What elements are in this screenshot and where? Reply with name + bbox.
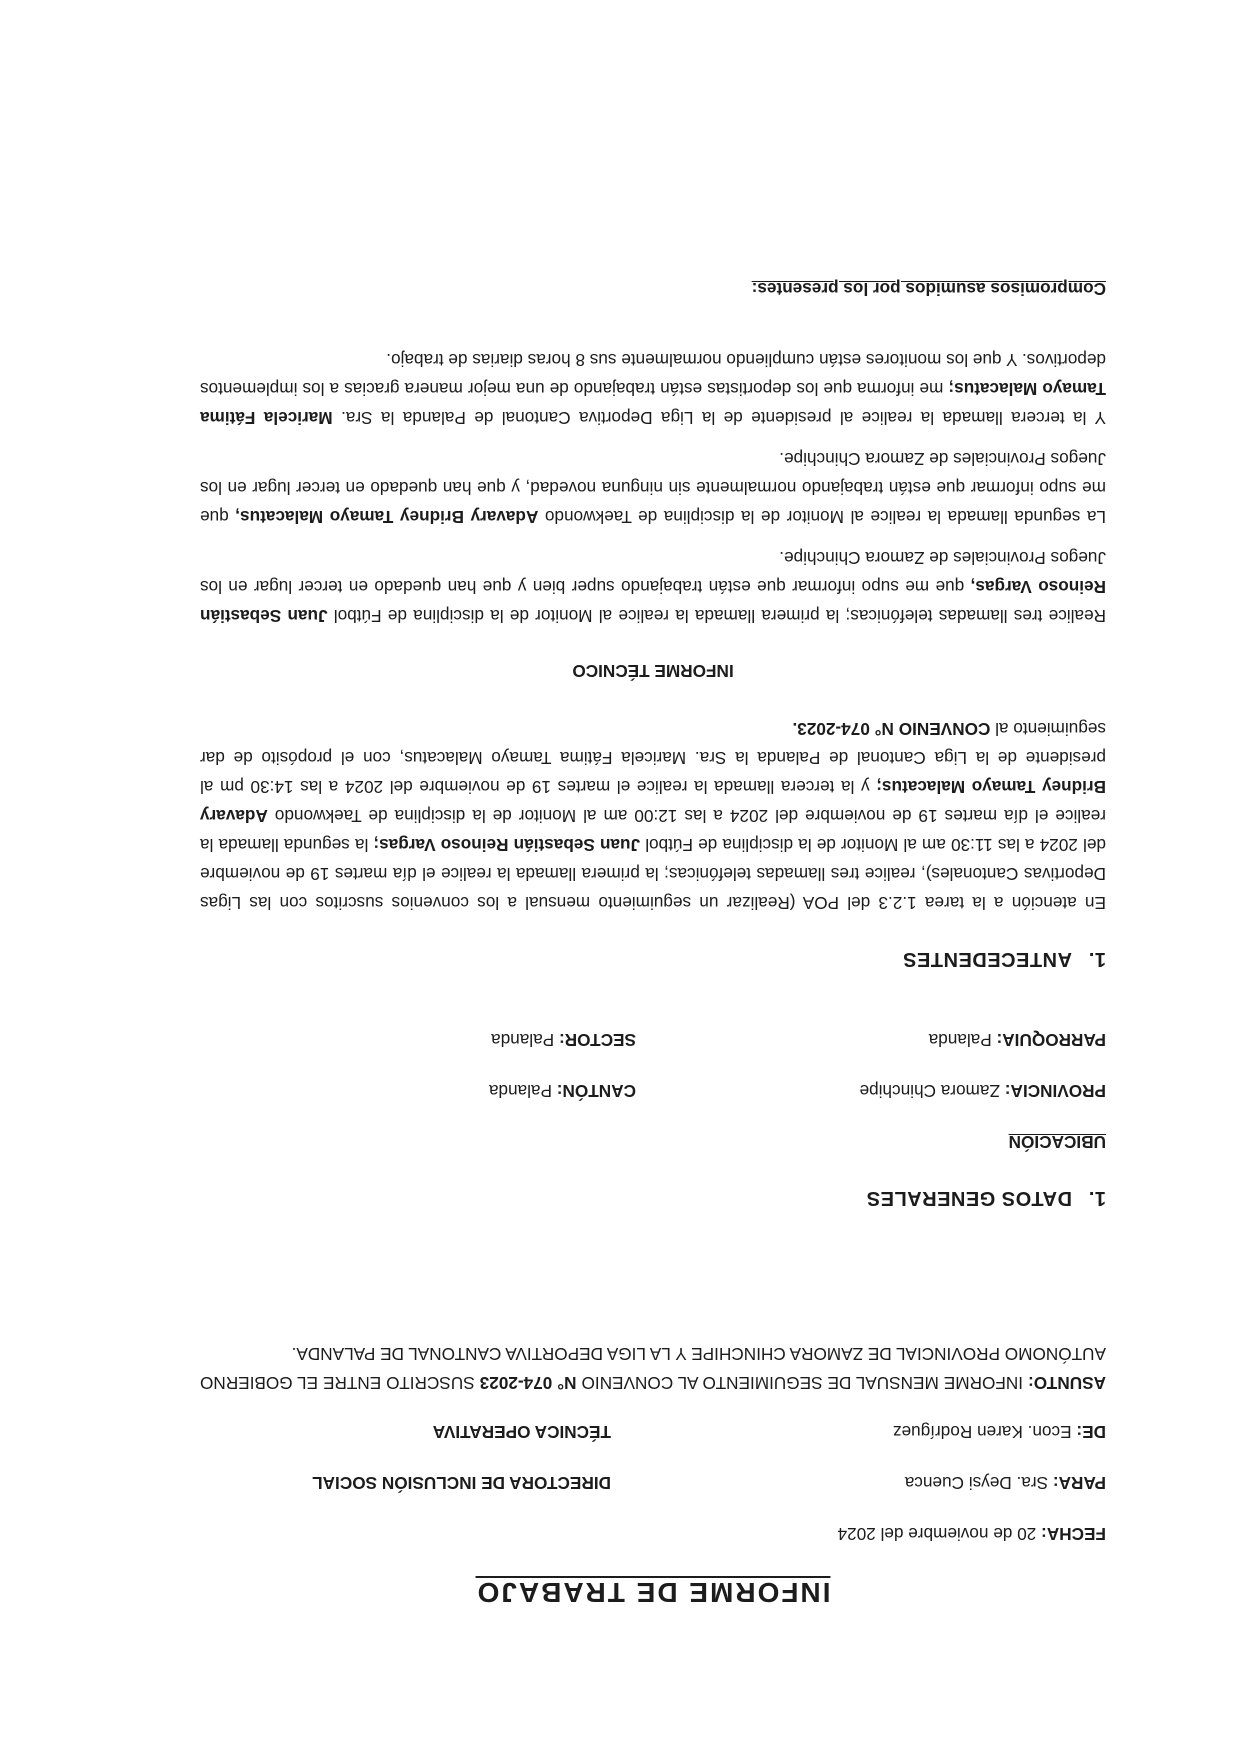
section-title: DATOS GENERALES [866, 1187, 1072, 1209]
document-title: INFORME DE TRABAJO [475, 1577, 831, 1608]
canton-value: Palanda [488, 1081, 552, 1101]
compromisos-heading: Compromisos asumidos por los presentes: [751, 279, 1106, 299]
asunto-label: ASUNTO: [1028, 1373, 1106, 1393]
informe-paragraph-1 [200, 543, 1106, 630]
antecedentes-paragraph [200, 714, 1106, 917]
para-label: PARA: [1052, 1473, 1106, 1493]
section-datos-generales [200, 1183, 1106, 1212]
provincia-canton-line [200, 1076, 1106, 1105]
text-run: En atención a la tarea 1.2.3 del POA (Realizar un seguimiento mensual a los convenios suscritos con las Ligas Deportivas Cantonales), realice tres llamadas telefónicas; la primera llamada la realice el día martes 19 de noviembre del 2024 a las 11:30 am al Monitor de la disciplina de Fútbol [200, 835, 1106, 913]
text-run: La segunda llamada la realice al Monitor de la disciplina de Taekwondo [544, 507, 1106, 527]
informe-paragraph-3 [200, 345, 1106, 432]
text-run: me informa que los deportistas están trabajando de una mejor manera gracias a los implementos deportivos. Y que los monitores están cumpliendo normalmente sus 8 horas diarias de trabajo. [200, 350, 1106, 399]
section-number: 1. [1088, 948, 1106, 970]
informe-paragraph-2 [200, 444, 1106, 531]
sector-label: SECTOR: [558, 1030, 636, 1050]
fecha-value: 20 de noviembre del 2024 [837, 1524, 1037, 1544]
text-run: que me supo informar que están trabajando super bien y que han quedado en tercer lugar en los Juegos Provinciales de Zamora Chinchipe. [199, 548, 1106, 597]
provincia-label: PROVINCIA: [1004, 1081, 1106, 1101]
text-run: Realice tres llamadas telefónicas; la primera llamada la realice al Monitor de la disciplina de Fútbol [333, 606, 1106, 626]
monitor-name: Adavary Bridney Tamayo Malacatus; [199, 777, 1106, 826]
section-number: 1. [1088, 1187, 1106, 1209]
provincia-value: Zamora Chinchipe [859, 1081, 1000, 1101]
para-role: DIRECTORA DE INCLUSIÓN SOCIAL [312, 1473, 611, 1493]
monitor-name: Juan Sebastián Reinoso Vargas; [373, 835, 641, 855]
para-value: Sra. Deysi Cuenca [904, 1473, 1049, 1493]
canton-label: CANTÓN: [556, 1081, 636, 1101]
sector-value: Palanda [491, 1030, 555, 1050]
parroquia-sector-line [200, 1025, 1106, 1054]
section-antecedentes [200, 944, 1106, 973]
text-run: la segunda llamada la realice el día martes 19 de noviembre del 2024 a las 12:00 am al Monitor de la disciplina de Taekwondo [200, 806, 1106, 855]
ubicacion-heading: UBICACIÓN [1008, 1132, 1106, 1152]
fecha-label: FECHA: [1041, 1524, 1106, 1544]
informe-tecnico-title: INFORME TÉCNICO [572, 661, 734, 681]
document-body [200, 274, 1106, 1607]
asunto-text: INFORME MENSUAL DE SEGUIMIENTO AL CONVENIO [581, 1373, 1024, 1393]
text-run: y la tercera llamada la realice el martes 19 de noviembre del 2024 a las 14:30 pm al presidente de la Liga Cantonal de Palanda la Sra. Maricela Fátima Tamayo Malacatus, con el propósito de dar seguimiento al [200, 719, 1106, 797]
text-run: Y la tercera llamada la realice al presidente de la Liga Deportiva Cantonal de Palanda la Sra. [341, 408, 1106, 428]
asunto-convenio: N° 074-2023 [479, 1373, 577, 1393]
de-role: TÉCNICA OPERATIVA [432, 1422, 611, 1442]
de-label: DE: [1076, 1422, 1106, 1442]
section-title: ANTECEDENTES [902, 948, 1072, 970]
monitor-name: Adavary Bridney Tamayo Malacatus, [235, 507, 539, 527]
president-name: Maricela Fátima Tamayo Malacatus; [200, 379, 1106, 428]
text-run: que me supo informar que están trabajando normalmente sin ninguna novedad, y que han quedado en tercer lugar en los Juegos Provinciales de Zamora Chinchipe. [200, 449, 1106, 527]
parroquia-value: Palanda [928, 1030, 992, 1050]
de-value: Econ. Karen Rodríguez [892, 1422, 1072, 1442]
para-line [200, 1468, 1106, 1497]
parroquia-label: PARROQUIA: [996, 1030, 1106, 1050]
convenio-ref: CONVENIO N° 074-2023. [792, 719, 991, 739]
asunto-rest: SUSCRITO ENTRE EL GOBIERNO AUTÓNOMO PROVINCIAL DE ZAMORA CHINCHIPE Y LA LIGA DEPORTIVA CANTONAL DE PALANDA. [200, 1344, 1106, 1393]
monitor-name: Juan Sebastián Reinoso Vargas, [200, 577, 1106, 626]
fecha-line [200, 1519, 1106, 1548]
asunto-block [200, 1339, 1106, 1397]
de-line [200, 1417, 1106, 1446]
